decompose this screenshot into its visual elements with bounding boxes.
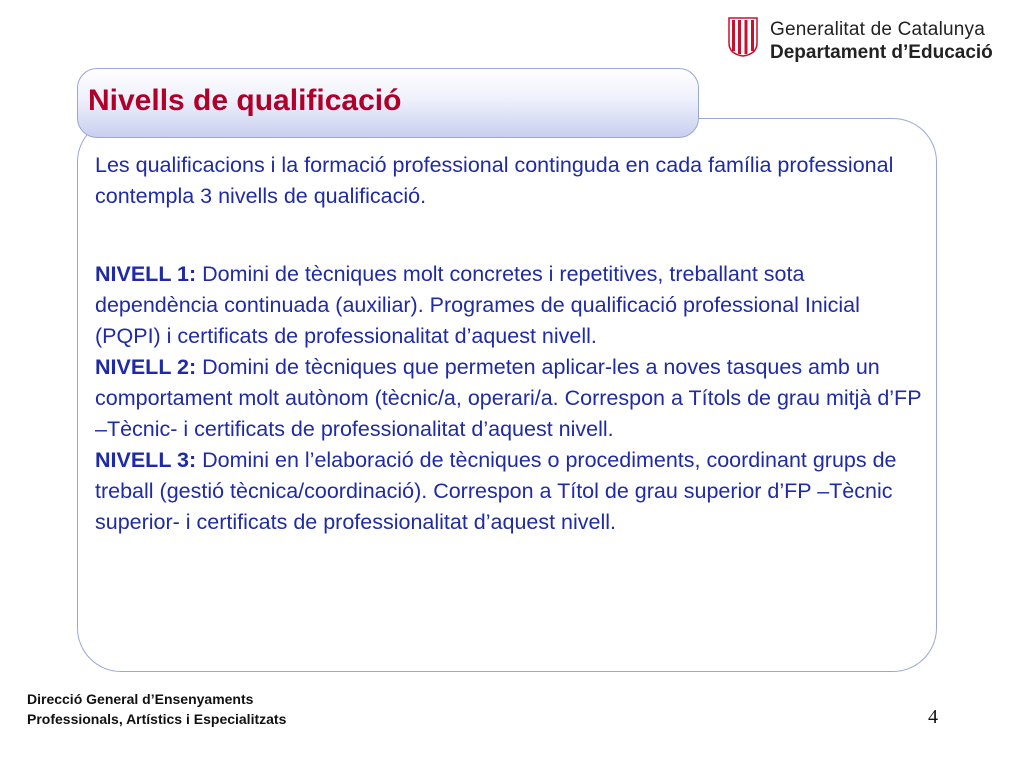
- footer-org: [27, 689, 286, 729]
- level-3-text: Domini en l’elaboració de tècniques o procediments, coordinant grups de treball (gestió tècnica/coordinació). Correspon a Títol de grau superior d’FP –Tècnic superior- i certificats de professionalitat d’aquest nivell.: [95, 448, 897, 534]
- catalan-flag-emblem-icon: [728, 17, 758, 57]
- level-3-paragraph: [95, 445, 925, 538]
- generalitat-logo: [728, 15, 1003, 63]
- intro-paragraph: Les qualificacions i la formació professional continguda en cada família professional contempla 3 nivells de qualificació.: [95, 153, 894, 208]
- logo-org-line2: Departament d’Educació: [770, 42, 993, 63]
- level-3-label: NIVELL 3:: [95, 448, 197, 472]
- level-1-text: Domini de tècniques molt concretes i repetitives, treballant sota dependència continuada (auxiliar). Programes de qualificació professional Inicial (PQPI) i certificats de professionalitat d’aquest nivell.: [95, 262, 860, 348]
- footer-org-line2: Professionals, Artístics i Especialitzats: [27, 711, 287, 727]
- level-2-paragraph: [95, 352, 925, 445]
- title-tab: [77, 68, 699, 138]
- level-1-label: NIVELL 1:: [95, 262, 197, 286]
- footer-org-line1: Direcció General d’Ensenyaments: [27, 691, 254, 707]
- logo-org-line1: Generalitat de Catalunya: [770, 19, 985, 40]
- slide-body: [95, 150, 925, 538]
- level-2-label: NIVELL 2:: [95, 355, 197, 379]
- page-number: 4: [928, 706, 938, 728]
- slide-title: Nivells de qualificació: [88, 84, 402, 117]
- level-1-paragraph: [95, 259, 925, 352]
- level-2-text: Domini de tècniques que permeten aplicar-les a noves tasques amb un comportament molt autònom (tècnic/a, operari/a. Correspon a Títols de grau mitjà d’FP –Tècnic- i certificats de professionalitat d’aquest nivell.: [95, 355, 922, 441]
